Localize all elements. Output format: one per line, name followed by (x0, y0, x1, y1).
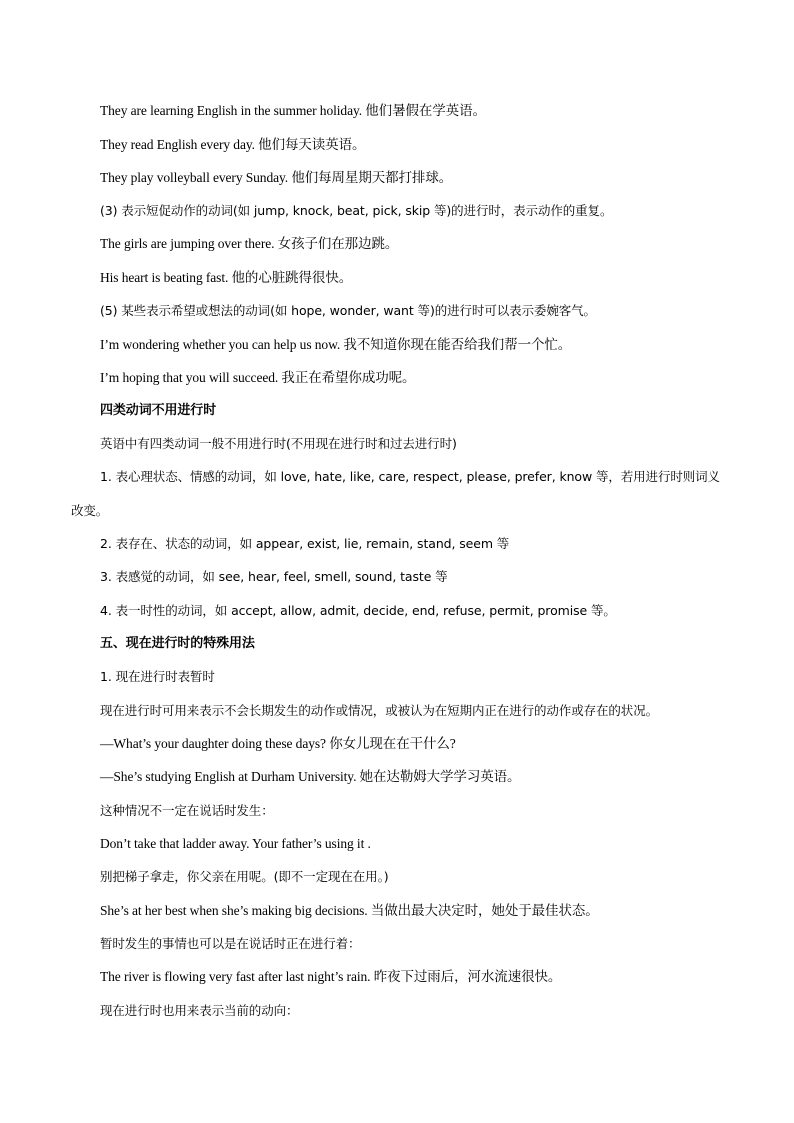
example-line: They read English every day. 他们每天读英语。 (100, 137, 366, 152)
list-item: 3. 表感觉的动词，如 see, hear, feel, smell, sound, taste 等 (100, 569, 448, 584)
dialogue-line: —What’s your daughter doing these days? 你女儿现在在干什么? (100, 736, 456, 751)
example-line: His heart is beating fast. 他的心脏跳得很快。 (100, 270, 353, 285)
list-item: 4. 表一时性的动词，如 accept, allow, admit, decide, end, refuse, permit, promise 等。 (100, 603, 616, 618)
rule-line: (5) 某些表示希望或想法的动词(如 hope, wonder, want 等)的进行时可以表示委婉客气。 (100, 303, 596, 318)
example-line: I’m hoping that you will succeed. 我正在希望你成功呢。 (100, 370, 416, 385)
example-line: They play volleyball every Sunday. 他们每周星期天都打排球。 (100, 170, 453, 185)
rule-line: (3) 表示短促动作的动词(如 jump, knock, beat, pick, skip 等)的进行时，表示动作的重复。 (100, 203, 613, 218)
subheading-line: 1. 现在进行时表暂时 (100, 669, 215, 684)
example-line: Don’t take that ladder away. Your father’s using it . (100, 836, 371, 851)
dialogue-line: —She’s studying English at Durham University. 她在达勒姆大学学习英语。 (100, 769, 521, 784)
example-line: They are learning English in the summer holiday. 他们暑假在学英语。 (100, 103, 486, 118)
paragraph-line: 现在进行时可用来表示不会长期发生的动作或情况，或被认为在短期内正在进行的动作或存在的状况。 (100, 703, 659, 718)
example-line: I’m wondering whether you can help us now. 我不知道你现在能否给我们帮一个忙。 (100, 337, 572, 352)
paragraph-line: 这种情况不一定在说话时发生： (100, 803, 274, 818)
section-heading: 五、现在进行时的特殊用法 (100, 636, 255, 651)
example-line: She’s at her best when she’s making big decisions. 当做出最大决定时，她处于最佳状态。 (100, 903, 599, 918)
example-line: The river is flowing very fast after last night’s rain. 昨夜下过雨后，河水流速很快。 (100, 969, 562, 984)
translation-line: 别把梯子拿走，你父亲在用呢。(即不一定现在在用。) (100, 869, 389, 884)
list-item-continuation: 改变。 (71, 503, 109, 518)
list-item: 2. 表存在、状态的动词，如 appear, exist, lie, remain, stand, seem 等 (100, 536, 510, 551)
paragraph-line: 现在进行时也用来表示当前的动向： (100, 1003, 299, 1018)
paragraph-line: 暂时发生的事情也可以是在说话时正在进行着： (100, 936, 361, 951)
paragraph-line: 英语中有四类动词一般不用进行时(不用现在进行时和过去进行时) (100, 436, 457, 451)
section-heading: 四类动词不用进行时 (100, 403, 217, 418)
example-line: The girls are jumping over there. 女孩子们在那边跳。 (100, 236, 399, 251)
list-item: 1. 表心理状态、情感的动词，如 love, hate, like, care, respect, please, prefer, know 等，若用进行时则词义 (100, 469, 720, 484)
